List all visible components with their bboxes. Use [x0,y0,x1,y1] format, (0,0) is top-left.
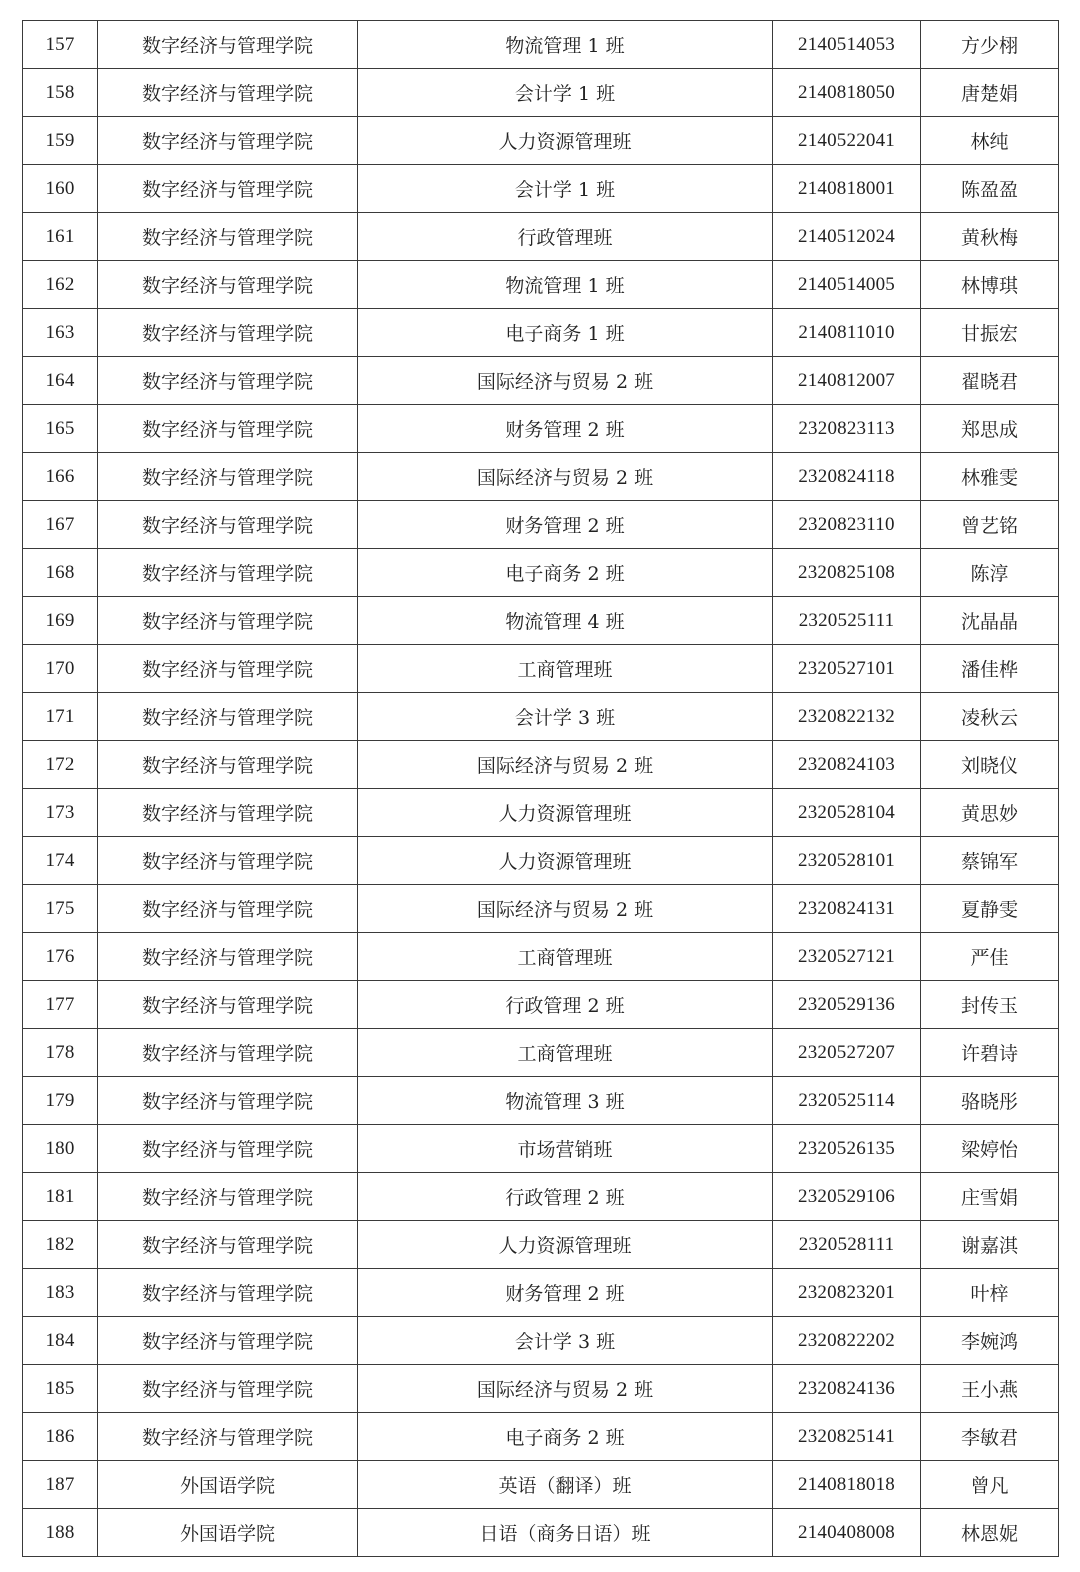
college-cell: 数字经济与管理学院 [98,693,358,741]
college-cell: 数字经济与管理学院 [98,1317,358,1365]
serial-number-cell: 181 [23,1173,98,1221]
serial-number-cell: 169 [23,597,98,645]
class-cell: 物流管理 3 班 [358,1077,773,1125]
class-cell: 国际经济与贸易 2 班 [358,1365,773,1413]
college-cell: 数字经济与管理学院 [98,405,358,453]
college-cell: 数字经济与管理学院 [98,453,358,501]
student-name-cell: 封传玉 [921,981,1059,1029]
table-row [23,1413,1059,1461]
student-name-cell: 庄雪娟 [921,1173,1059,1221]
college-cell: 数字经济与管理学院 [98,1029,358,1077]
table-row [23,1029,1059,1077]
serial-number-cell: 185 [23,1365,98,1413]
student-id-cell: 2320529106 [773,1173,921,1221]
table-row [23,1365,1059,1413]
student-id-cell: 2320527121 [773,933,921,981]
student-id-cell: 2320824118 [773,453,921,501]
serial-number-cell: 164 [23,357,98,405]
student-id-cell: 2320526135 [773,1125,921,1173]
student-name-cell: 甘振宏 [921,309,1059,357]
student-id-cell: 2320823113 [773,405,921,453]
student-id-cell: 2320825108 [773,549,921,597]
student-id-cell: 2320823110 [773,501,921,549]
table-row [23,645,1059,693]
class-cell: 财务管理 2 班 [358,405,773,453]
table-row [23,933,1059,981]
class-cell: 物流管理 1 班 [358,261,773,309]
class-cell: 人力资源管理班 [358,117,773,165]
table-row [23,165,1059,213]
serial-number-cell: 159 [23,117,98,165]
student-name-cell: 林博琪 [921,261,1059,309]
college-cell: 数字经济与管理学院 [98,885,358,933]
college-cell: 数字经济与管理学院 [98,1269,358,1317]
serial-number-cell: 183 [23,1269,98,1317]
student-name-cell: 蔡锦军 [921,837,1059,885]
table-row [23,69,1059,117]
student-id-cell: 2140818050 [773,69,921,117]
student-id-cell: 2320525114 [773,1077,921,1125]
student-id-cell: 2320824103 [773,741,921,789]
class-cell: 人力资源管理班 [358,1221,773,1269]
student-name-cell: 陈盈盈 [921,165,1059,213]
college-cell: 数字经济与管理学院 [98,501,358,549]
college-cell: 数字经济与管理学院 [98,645,358,693]
class-cell: 人力资源管理班 [358,837,773,885]
student-name-cell: 骆晓彤 [921,1077,1059,1125]
serial-number-cell: 174 [23,837,98,885]
college-cell: 数字经济与管理学院 [98,117,358,165]
college-cell: 外国语学院 [98,1509,358,1557]
student-id-cell: 2320823201 [773,1269,921,1317]
class-cell: 会计学 3 班 [358,1317,773,1365]
college-cell: 数字经济与管理学院 [98,741,358,789]
college-cell: 数字经济与管理学院 [98,213,358,261]
class-cell: 国际经济与贸易 2 班 [358,741,773,789]
table-row [23,21,1059,69]
table-row [23,357,1059,405]
student-name-cell: 谢嘉淇 [921,1221,1059,1269]
student-id-cell: 2320527101 [773,645,921,693]
student-id-cell: 2320528111 [773,1221,921,1269]
college-cell: 数字经济与管理学院 [98,933,358,981]
table-row [23,117,1059,165]
college-cell: 数字经济与管理学院 [98,597,358,645]
roster-body [23,21,1059,1557]
serial-number-cell: 173 [23,789,98,837]
student-roster-table [22,20,1059,1557]
serial-number-cell: 168 [23,549,98,597]
serial-number-cell: 170 [23,645,98,693]
class-cell: 电子商务 1 班 [358,309,773,357]
table-row [23,885,1059,933]
student-name-cell: 李敏君 [921,1413,1059,1461]
class-cell: 国际经济与贸易 2 班 [358,453,773,501]
college-cell: 外国语学院 [98,1461,358,1509]
serial-number-cell: 184 [23,1317,98,1365]
class-cell: 国际经济与贸易 2 班 [358,885,773,933]
student-id-cell: 2320525111 [773,597,921,645]
table-row [23,597,1059,645]
serial-number-cell: 176 [23,933,98,981]
student-name-cell: 曾凡 [921,1461,1059,1509]
table-row [23,1221,1059,1269]
table-row [23,213,1059,261]
student-name-cell: 沈晶晶 [921,597,1059,645]
student-name-cell: 刘晓仪 [921,741,1059,789]
table-row [23,1461,1059,1509]
class-cell: 工商管理班 [358,645,773,693]
student-name-cell: 潘佳桦 [921,645,1059,693]
serial-number-cell: 182 [23,1221,98,1269]
college-cell: 数字经济与管理学院 [98,1077,358,1125]
college-cell: 数字经济与管理学院 [98,1173,358,1221]
table-row [23,1317,1059,1365]
serial-number-cell: 165 [23,405,98,453]
class-cell: 财务管理 2 班 [358,1269,773,1317]
student-name-cell: 方少栩 [921,21,1059,69]
student-id-cell: 2320528104 [773,789,921,837]
serial-number-cell: 172 [23,741,98,789]
serial-number-cell: 186 [23,1413,98,1461]
class-cell: 人力资源管理班 [358,789,773,837]
serial-number-cell: 187 [23,1461,98,1509]
college-cell: 数字经济与管理学院 [98,357,358,405]
student-name-cell: 严佳 [921,933,1059,981]
student-id-cell: 2320529136 [773,981,921,1029]
student-id-cell: 2320822132 [773,693,921,741]
student-id-cell: 2140812007 [773,357,921,405]
serial-number-cell: 180 [23,1125,98,1173]
class-cell: 会计学 3 班 [358,693,773,741]
student-name-cell: 李婉鸿 [921,1317,1059,1365]
student-name-cell: 林雅雯 [921,453,1059,501]
class-cell: 物流管理 4 班 [358,597,773,645]
college-cell: 数字经济与管理学院 [98,1221,358,1269]
serial-number-cell: 163 [23,309,98,357]
student-id-cell: 2320527207 [773,1029,921,1077]
student-id-cell: 2140514053 [773,21,921,69]
college-cell: 数字经济与管理学院 [98,165,358,213]
serial-number-cell: 167 [23,501,98,549]
table-row [23,549,1059,597]
student-id-cell: 2140811010 [773,309,921,357]
college-cell: 数字经济与管理学院 [98,1413,358,1461]
class-cell: 电子商务 2 班 [358,549,773,597]
student-name-cell: 林纯 [921,117,1059,165]
class-cell: 电子商务 2 班 [358,1413,773,1461]
student-name-cell: 许碧诗 [921,1029,1059,1077]
serial-number-cell: 175 [23,885,98,933]
student-id-cell: 2140408008 [773,1509,921,1557]
college-cell: 数字经济与管理学院 [98,21,358,69]
student-name-cell: 陈淳 [921,549,1059,597]
college-cell: 数字经济与管理学院 [98,309,358,357]
student-name-cell: 梁婷怡 [921,1125,1059,1173]
table-row [23,693,1059,741]
college-cell: 数字经济与管理学院 [98,69,358,117]
class-cell: 市场营销班 [358,1125,773,1173]
table-row [23,405,1059,453]
class-cell: 行政管理 2 班 [358,981,773,1029]
class-cell: 会计学 1 班 [358,165,773,213]
class-cell: 物流管理 1 班 [358,21,773,69]
table-row [23,1269,1059,1317]
student-id-cell: 2320825141 [773,1413,921,1461]
table-row [23,1173,1059,1221]
student-id-cell: 2320822202 [773,1317,921,1365]
serial-number-cell: 160 [23,165,98,213]
college-cell: 数字经济与管理学院 [98,1125,358,1173]
table-row [23,789,1059,837]
class-cell: 工商管理班 [358,1029,773,1077]
table-row [23,837,1059,885]
table-row [23,1077,1059,1125]
student-name-cell: 王小燕 [921,1365,1059,1413]
college-cell: 数字经济与管理学院 [98,549,358,597]
student-id-cell: 2140514005 [773,261,921,309]
student-name-cell: 唐楚娟 [921,69,1059,117]
serial-number-cell: 166 [23,453,98,501]
college-cell: 数字经济与管理学院 [98,789,358,837]
student-name-cell: 曾艺铭 [921,501,1059,549]
student-id-cell: 2320824136 [773,1365,921,1413]
table-row [23,741,1059,789]
serial-number-cell: 188 [23,1509,98,1557]
table-row [23,501,1059,549]
college-cell: 数字经济与管理学院 [98,837,358,885]
class-cell: 日语（商务日语）班 [358,1509,773,1557]
table-row [23,981,1059,1029]
serial-number-cell: 162 [23,261,98,309]
college-cell: 数字经济与管理学院 [98,981,358,1029]
serial-number-cell: 157 [23,21,98,69]
student-name-cell: 黄秋梅 [921,213,1059,261]
class-cell: 工商管理班 [358,933,773,981]
student-name-cell: 叶梓 [921,1269,1059,1317]
student-id-cell: 2140522041 [773,117,921,165]
serial-number-cell: 179 [23,1077,98,1125]
class-cell: 行政管理 2 班 [358,1173,773,1221]
student-name-cell: 林恩妮 [921,1509,1059,1557]
class-cell: 国际经济与贸易 2 班 [358,357,773,405]
table-row [23,1509,1059,1557]
class-cell: 英语（翻译）班 [358,1461,773,1509]
serial-number-cell: 161 [23,213,98,261]
student-name-cell: 翟晓君 [921,357,1059,405]
serial-number-cell: 171 [23,693,98,741]
class-cell: 财务管理 2 班 [358,501,773,549]
student-id-cell: 2140818018 [773,1461,921,1509]
student-id-cell: 2320824131 [773,885,921,933]
college-cell: 数字经济与管理学院 [98,261,358,309]
serial-number-cell: 158 [23,69,98,117]
serial-number-cell: 178 [23,1029,98,1077]
student-name-cell: 凌秋云 [921,693,1059,741]
student-id-cell: 2320528101 [773,837,921,885]
student-id-cell: 2140818001 [773,165,921,213]
class-cell: 行政管理班 [358,213,773,261]
student-id-cell: 2140512024 [773,213,921,261]
serial-number-cell: 177 [23,981,98,1029]
student-name-cell: 郑思成 [921,405,1059,453]
college-cell: 数字经济与管理学院 [98,1365,358,1413]
table-row [23,453,1059,501]
class-cell: 会计学 1 班 [358,69,773,117]
table-row [23,1125,1059,1173]
student-name-cell: 夏静雯 [921,885,1059,933]
student-name-cell: 黄思妙 [921,789,1059,837]
table-row [23,261,1059,309]
table-row [23,309,1059,357]
